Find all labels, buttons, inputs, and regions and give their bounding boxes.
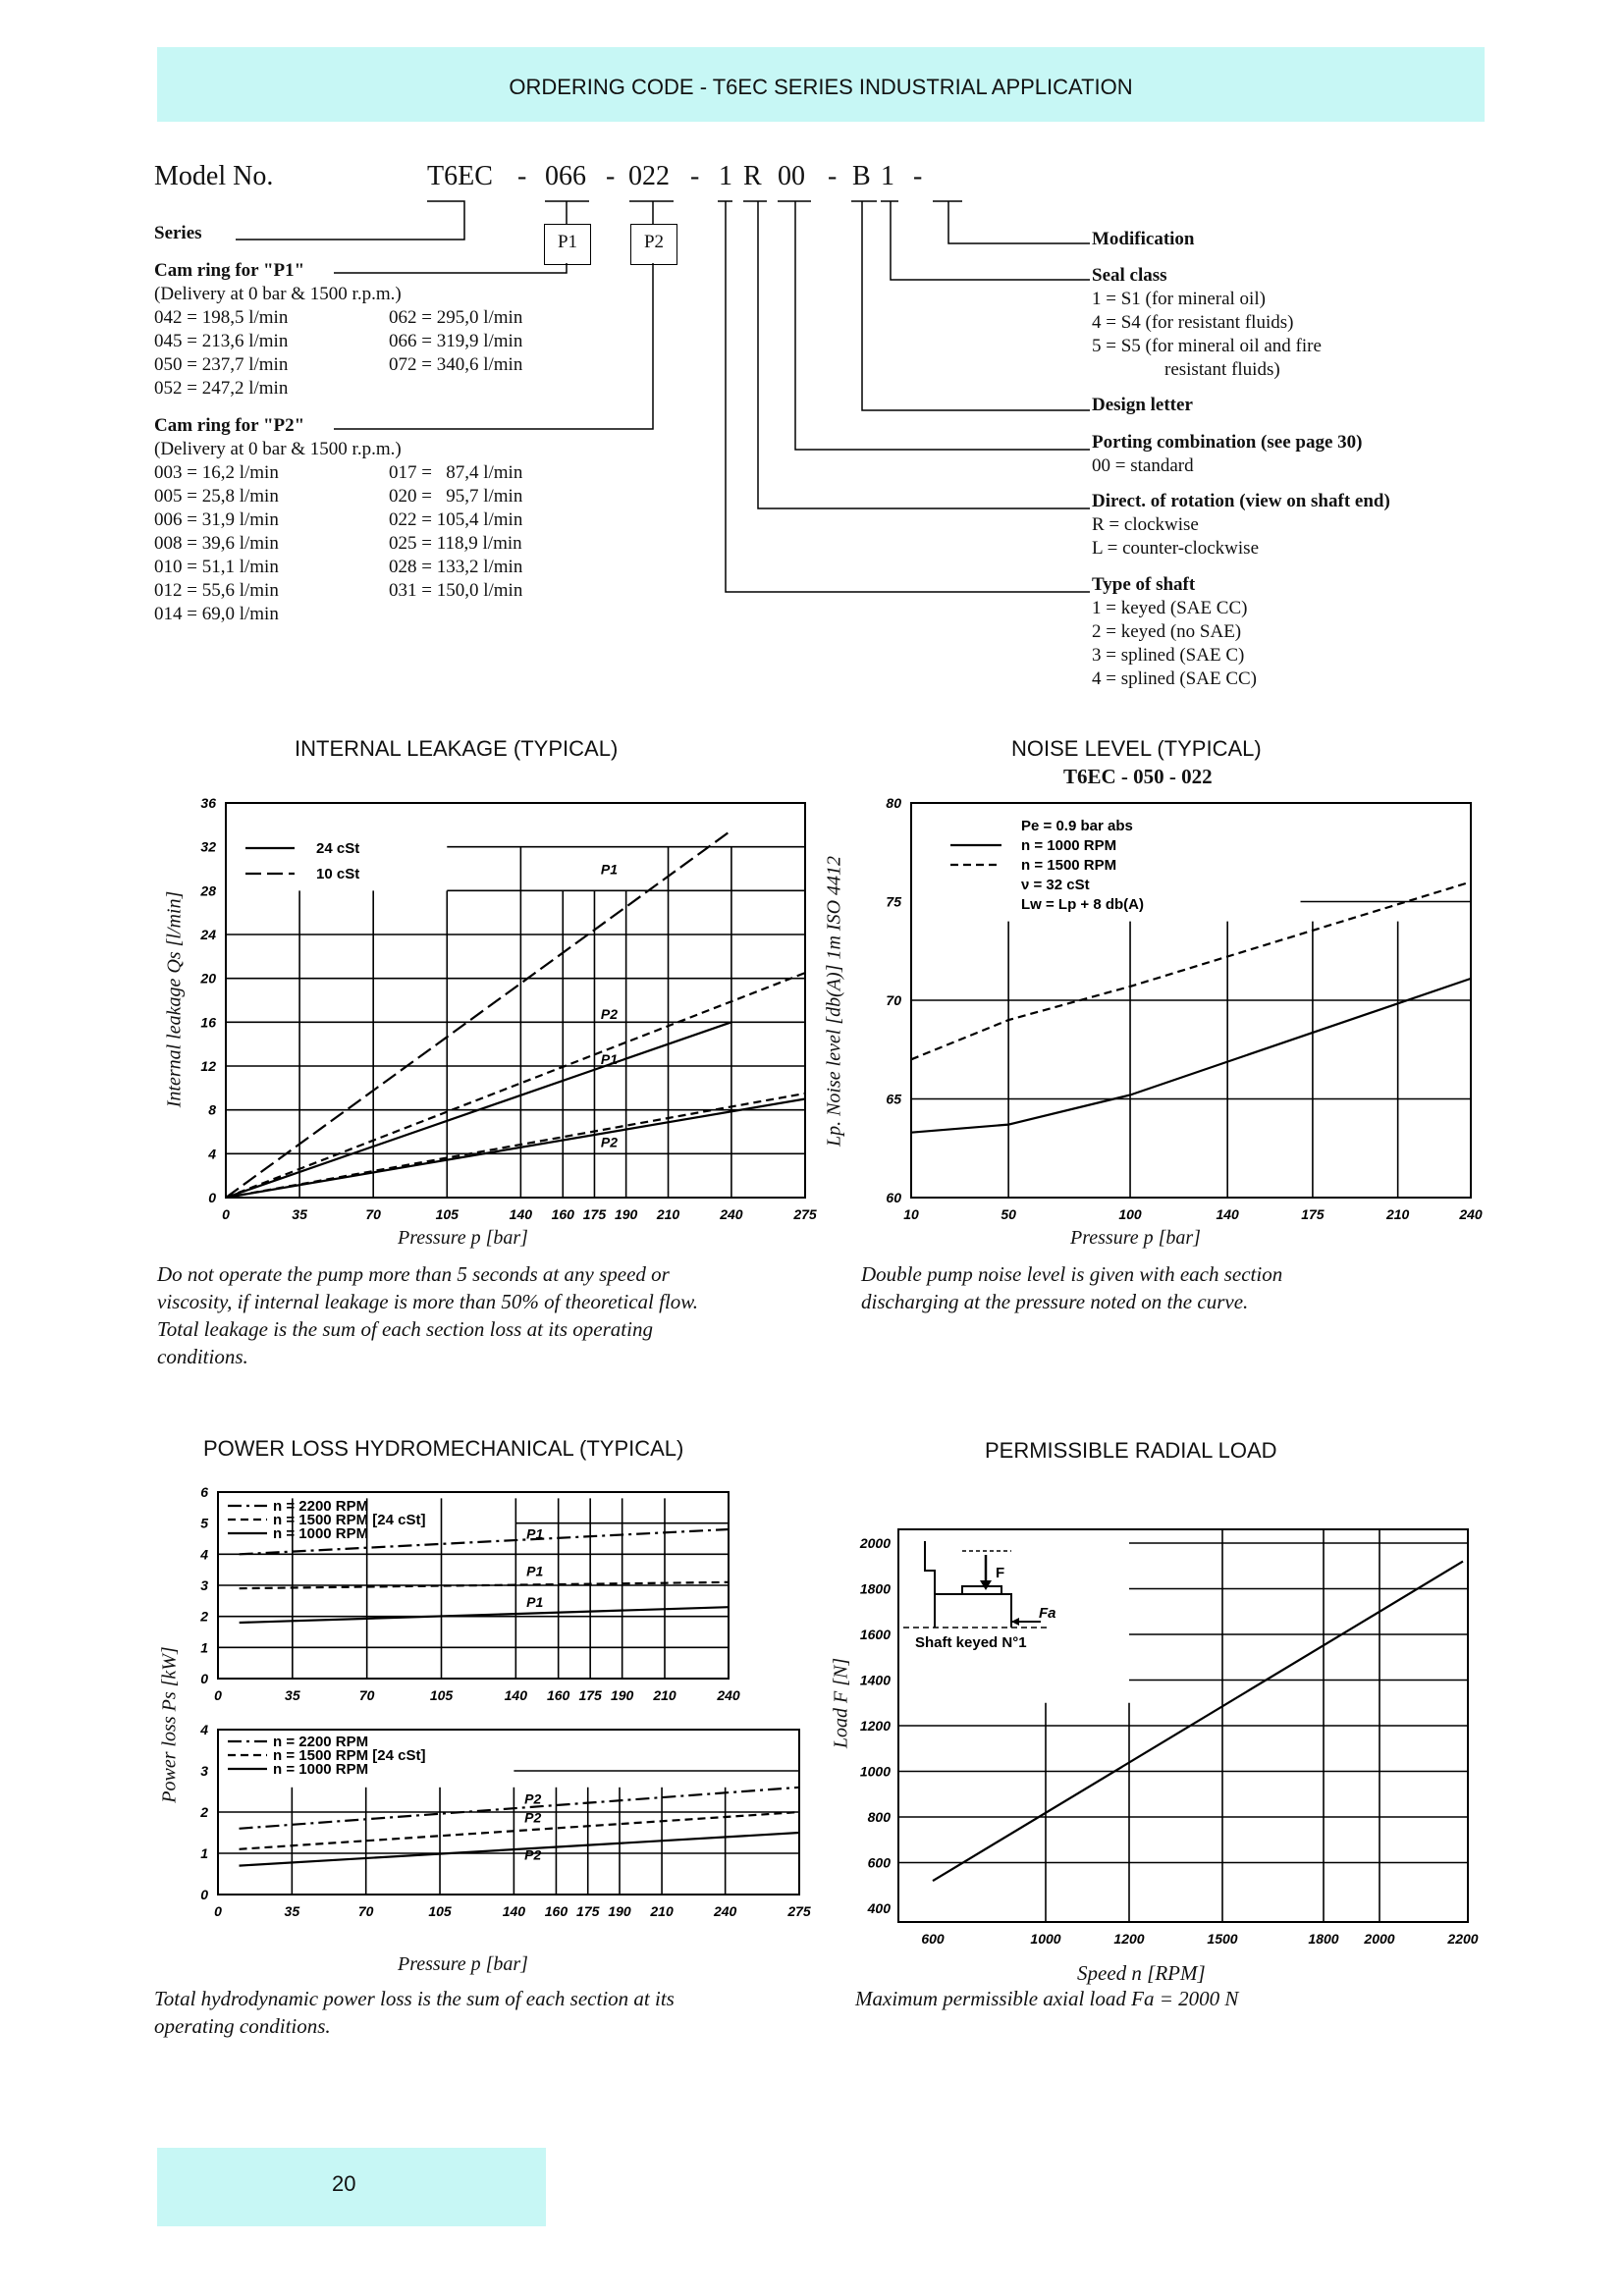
x-tick-label: 190 [610,1687,634,1703]
cam-p1-item: 042 = 198,5 l/min [154,307,289,328]
y-tick-label: 36 [200,795,216,811]
shaft-item: 3 = splined (SAE C) [1092,645,1245,666]
inset-arrowhead [1011,1618,1019,1626]
x-tick-label: 175 [582,1206,607,1222]
y-tick-label: 12 [200,1058,216,1074]
internal-leakage-chart [147,785,815,1256]
x-tick-label: 160 [546,1687,570,1703]
x-tick-label: 175 [578,1687,602,1703]
x-tick-label: 1000 [1030,1931,1061,1947]
seal-item: resistant fluids) [1164,359,1280,380]
series-label: P1 [600,861,619,878]
chart-note: Total hydrodynamic power loss is the sum of each section at its [154,1987,675,2010]
y-tick-label: 3 [200,1577,208,1593]
y-tick-label: 1400 [859,1672,891,1688]
x-tick-label: 175 [1301,1206,1325,1222]
x-tick-label: 0 [214,1903,222,1919]
shaft-item: 4 = splined (SAE CC) [1092,668,1257,689]
x-tick-label: 1200 [1113,1931,1145,1947]
x-tick-label: 50 [1001,1206,1016,1222]
y-axis-label: Internal leakage Qs [l/min] [163,890,186,1108]
x-tick-label: 240 [720,1206,743,1222]
y-tick-label: 4 [200,1546,208,1563]
y-tick-label: 65 [886,1091,901,1107]
y-tick-label: 24 [200,927,216,942]
cam-p1-item: 062 = 295,0 l/min [389,307,523,328]
rotation-item: L = counter-clockwise [1092,538,1260,559]
x-tick-label: 190 [614,1206,638,1222]
cam-p1-item: 072 = 340,6 l/min [389,354,523,375]
series-label: P1 [526,1594,544,1611]
x-tick-label: 35 [292,1206,307,1222]
cam-p2-item: 008 = 39,6 l/min [154,533,279,554]
rotation-item: R = clockwise [1092,514,1199,535]
seal-item: 4 = S4 (for resistant fluids) [1092,312,1294,333]
y-tick-label: 70 [886,992,901,1008]
y-tick-label: 2000 [859,1535,891,1551]
series-line [226,1099,805,1199]
shaft-item: 2 = keyed (no SAE) [1092,621,1242,642]
series-label: P2 [524,1846,542,1863]
grid-lines [898,1529,1468,1922]
y-tick-label: 4 [200,1722,208,1737]
x-tick-label: 210 [650,1903,674,1919]
x-tick-label: 70 [365,1206,381,1222]
x-tick-label: 105 [428,1903,452,1919]
legend-label: n = 1000 RPM [273,1525,369,1542]
y-tick-label: 8 [208,1101,216,1118]
page-number: 20 [332,2171,356,2196]
legend-label: 24 cSt [316,840,360,857]
series-line [911,979,1471,1133]
legend-label: n = 1500 RPM [24 cSt] [273,1747,426,1764]
legend-label: n = 1000 RPM [1021,837,1117,854]
cam-p2-item: 020 = 95,7 l/min [389,486,523,507]
y-tick-label: 0 [200,1887,208,1902]
cam-p1-title: Cam ring for "P1" [154,260,305,281]
legend-label: n = 1500 RPM [1021,857,1117,874]
inset-label: Shaft keyed N°1 [915,1634,1027,1651]
y-tick-label: 60 [886,1190,901,1205]
x-tick-label: 210 [1385,1206,1410,1222]
series-line [226,973,805,1198]
y-axis-label: Lp. Noise level [db(A)] 1m ISO 4412 [823,855,845,1148]
x-tick-label: 105 [435,1206,459,1222]
series-line [240,1607,729,1623]
x-tick-label: 100 [1118,1206,1142,1222]
y-tick-label: 32 [200,838,216,855]
grid-lines [218,1771,799,1895]
inset-label: F [996,1565,1005,1581]
y-tick-label: 16 [200,1014,216,1031]
cam-p2-item: 005 = 25,8 l/min [154,486,279,507]
noise-level-chart [854,785,1492,1256]
legend-label: n = 2200 RPM [273,1734,369,1750]
series-label: P1 [600,1050,619,1067]
radial-load-chart [844,1512,1492,1947]
grid-lines [911,902,1471,1199]
x-tick-label: 0 [222,1206,230,1222]
y-tick-label: 80 [886,795,901,811]
y-tick-label: 5 [200,1515,208,1531]
cam-p2-item: 006 = 31,9 l/min [154,509,279,530]
y-tick-label: 1 [200,1639,208,1656]
x-tick-label: 2000 [1364,1931,1395,1947]
x-tick-label: 140 [502,1903,526,1919]
inset-label: Fa [1039,1605,1056,1622]
series-line [911,881,1471,1059]
model-part-design: B [852,161,871,191]
shaft-title: Type of shaft [1092,574,1196,595]
seal-title: Seal class [1092,265,1167,286]
x-axis-label: Pressure p [bar] [1070,1227,1201,1249]
porting-item: 00 = standard [1092,455,1194,476]
rotation-title: Direct. of rotation (view on shaft end) [1092,491,1390,511]
legend-label: Lw = Lp + 8 db(A) [1021,896,1145,913]
chart-note: Do not operate the pump more than 5 seconds at any speed or [157,1262,670,1286]
cam-p1-item: 052 = 247,2 l/min [154,378,289,399]
y-axis-label: Load F [N] [830,1657,852,1749]
y-tick-label: 0 [208,1190,216,1205]
y-tick-label: 400 [867,1900,891,1916]
model-part-porting: 00 [778,161,805,191]
chart-note: Double pump noise level is given with each section [861,1262,1283,1286]
y-tick-label: 2 [200,1608,208,1625]
x-tick-label: 105 [429,1687,454,1703]
y-tick-label: 800 [867,1809,891,1825]
model-part-rotation: R [743,161,762,191]
p2-box-label: P2 [643,232,665,252]
x-axis-label: Pressure p [bar] [398,1227,528,1249]
series-label: P1 [526,1525,544,1542]
cam-p2-item: 010 = 51,1 l/min [154,557,279,577]
model-part-sep: - [913,161,923,191]
x-tick-label: 70 [358,1687,375,1703]
y-tick-label: 1 [200,1845,208,1861]
p1-box-label: P1 [557,232,578,252]
x-tick-label: 600 [921,1931,945,1947]
x-tick-label: 275 [787,1903,811,1919]
series-line [240,1809,799,1849]
x-tick-label: 210 [653,1687,676,1703]
x-tick-label: 70 [357,1903,374,1919]
series-label: P2 [600,1134,619,1150]
x-tick-label: 2200 [1447,1931,1479,1947]
series-label: P2 [600,1005,619,1022]
legend-label: n = 1500 RPM [24 cSt] [273,1512,426,1528]
porting-title: Porting combination (see page 30) [1092,432,1363,453]
x-tick-label: 35 [285,1687,300,1703]
chart-title: INTERNAL LEAKAGE (TYPICAL) [295,736,619,761]
model-part-sep: - [828,161,838,191]
chart-title: NOISE LEVEL (TYPICAL) [1011,736,1262,761]
cam-p2-item: 031 = 150,0 l/min [389,580,523,601]
x-tick-label: 10 [903,1206,919,1222]
cam-p2-item: 025 = 118,9 l/min [389,533,522,554]
model-part-p2: 022 [628,161,670,191]
model-part-p1: 066 [545,161,586,191]
page-title: ORDERING CODE - T6EC SERIES INDUSTRIAL APPLICATION [509,75,1133,99]
y-tick-label: 600 [867,1854,891,1871]
x-tick-label: 175 [576,1903,600,1919]
model-part-sep: - [606,161,616,191]
cam-p2-item: 017 = 87,4 l/min [389,462,523,483]
x-tick-label: 240 [1459,1206,1483,1222]
chart-note: conditions. [157,1345,248,1368]
y-tick-label: 20 [200,970,216,987]
series-label: Series [154,223,202,243]
power-loss-chart [147,1472,825,1944]
chart-note: viscosity, if internal leakage is more than 50% of theoretical flow. [157,1290,698,1313]
cam-p1-item: 066 = 319,9 l/min [389,331,523,351]
series-label: P2 [524,1809,542,1826]
cam-p2-sub: (Delivery at 0 bar & 1500 r.p.m.) [154,439,402,459]
cam-p1-item: 045 = 213,6 l/min [154,331,289,351]
series-line [240,1788,799,1829]
x-tick-label: 210 [656,1206,680,1222]
model-part-shaft: 1 [719,161,732,191]
y-axis-label: Power loss Ps [kW] [158,1646,181,1803]
cam-p2-title: Cam ring for "P2" [154,415,305,436]
x-tick-label: 1800 [1308,1931,1339,1947]
shaft-item: 1 = keyed (SAE CC) [1092,598,1248,618]
chart-note: operating conditions. [154,2014,331,2038]
y-tick-label: 28 [200,882,216,899]
y-tick-label: 75 [886,893,901,910]
x-tick-label: 190 [608,1903,631,1919]
seal-item: 5 = S5 (for mineral oil and fire [1092,336,1322,356]
x-tick-label: 35 [284,1903,300,1919]
y-tick-label: 6 [200,1484,208,1500]
shaft-keyed-inset [903,1541,1056,1651]
x-axis-label: Pressure p [bar] [398,1953,528,1975]
cam-p2-item: 014 = 69,0 l/min [154,604,279,624]
inset-key [962,1586,1001,1594]
legend-label: ν = 32 cSt [1021,877,1090,893]
x-tick-label: 1500 [1207,1931,1238,1947]
legend-label: n = 2200 RPM [273,1498,369,1515]
x-axis-label: Speed n [RPM] [1077,1961,1206,1985]
chart-note: Total leakage is the sum of each section loss at its operating [157,1317,653,1341]
model-part-series: T6EC [427,161,493,191]
seal-item: 1 = S1 (for mineral oil) [1092,289,1266,309]
x-tick-label: 240 [713,1903,737,1919]
cam-p2-item: 003 = 16,2 l/min [154,462,279,483]
y-tick-label: 0 [200,1671,208,1686]
series-line [226,830,731,1198]
chart-note: discharging at the pressure noted on the curve. [861,1290,1249,1313]
y-tick-label: 1800 [859,1580,891,1597]
cam-p1-sub: (Delivery at 0 bar & 1500 r.p.m.) [154,284,402,304]
model-label: Model No. [154,161,274,191]
model-part-sep: - [517,161,527,191]
x-tick-label: 160 [551,1206,574,1222]
inset-shaft [935,1594,1011,1628]
modification-label: Modification [1092,229,1195,249]
y-tick-label: 2 [200,1804,208,1820]
model-part-seal: 1 [881,161,894,191]
plot-frame [226,803,805,1198]
y-tick-label: 1200 [859,1718,891,1734]
x-tick-label: 160 [544,1903,568,1919]
x-tick-label: 140 [504,1687,528,1703]
series-line [240,1833,799,1866]
x-tick-label: 140 [509,1206,533,1222]
inset-housing [925,1541,935,1628]
cam-p2-item: 028 = 133,2 l/min [389,557,523,577]
legend-label: 10 cSt [316,866,360,882]
chart-note: Maximum permissible axial load Fa = 2000 N [855,1987,1239,2010]
x-tick-label: 140 [1216,1206,1239,1222]
legend-label: Pe = 0.9 bar abs [1021,818,1133,834]
y-tick-label: 1600 [859,1627,891,1642]
chart-title: POWER LOSS HYDROMECHANICAL (TYPICAL) [203,1436,684,1461]
cam-p2-item: 012 = 55,6 l/min [154,580,279,601]
legend-label: n = 1000 RPM [273,1761,369,1778]
y-tick-label: 1000 [859,1763,891,1780]
x-tick-label: 240 [717,1687,740,1703]
design-letter: Design letter [1092,395,1193,415]
series-label: P1 [526,1563,544,1579]
y-tick-label: 3 [200,1763,208,1779]
x-tick-label: 275 [793,1206,817,1222]
chart-subtitle: T6EC - 050 - 022 [1063,765,1213,788]
model-part-sep: - [690,161,700,191]
series-label: P2 [524,1790,542,1807]
x-tick-label: 0 [214,1687,222,1703]
y-tick-label: 4 [208,1146,216,1162]
cam-p2-item: 022 = 105,4 l/min [389,509,523,530]
cam-p1-item: 050 = 237,7 l/min [154,354,289,375]
chart-title: PERMISSIBLE RADIAL LOAD [985,1438,1277,1463]
